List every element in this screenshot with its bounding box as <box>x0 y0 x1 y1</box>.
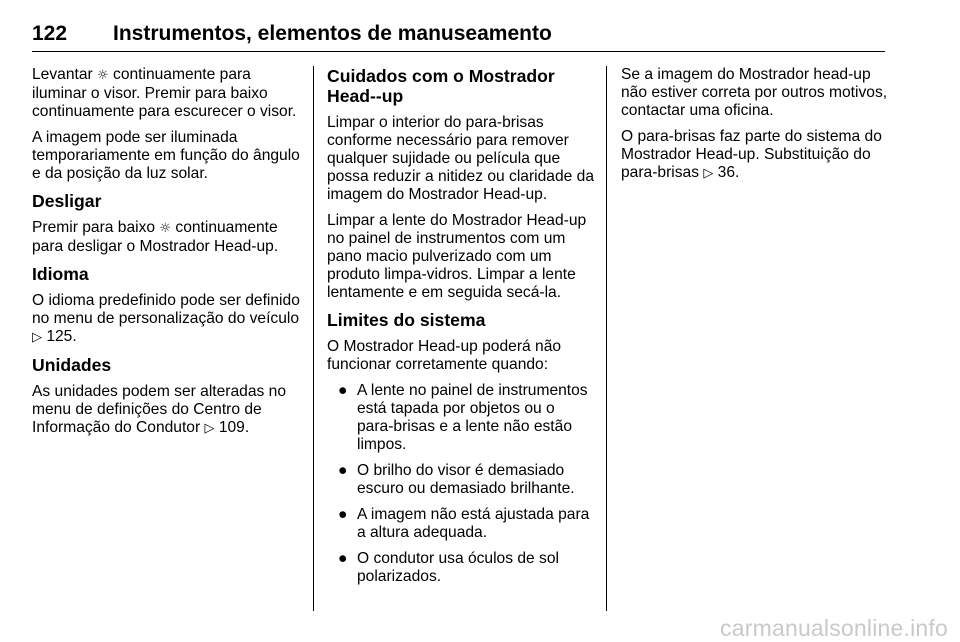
brightness-icon: ☼ <box>159 221 172 236</box>
watermark: carmanualsonline.info <box>720 615 948 641</box>
paragraph: Levantar ☼ continuamente para iluminar o visor. Premir para baixo continuamente para escurecer o visor. <box>32 66 297 120</box>
heading-idioma: Idioma <box>32 264 89 284</box>
page-title: Instrumentos, elementos de manuseamento <box>113 22 552 45</box>
paragraph: A imagem pode ser iluminada temporariamente em função do ângulo e da posição da luz solar. <box>32 129 300 182</box>
column-divider <box>606 66 607 611</box>
page-reference: 109. <box>214 419 250 436</box>
page-reference-arrow-icon: ▷ <box>32 330 42 345</box>
list-item: ● O brilho do visor é demasiado escuro ou demasiado brilhante. <box>338 462 575 497</box>
column-left <box>32 66 302 446</box>
column-right <box>621 66 889 191</box>
list-item: ● A lente no painel de instrumentos está tapada por objetos ou o para-brisas e a lente não estão limpos. <box>338 382 588 453</box>
column-middle <box>327 66 595 594</box>
page-reference: 125. <box>42 328 77 345</box>
paragraph: O Mostrador Head-up poderá não funcionar corretamente quando: <box>327 338 562 373</box>
bullet-icon: ● <box>338 506 348 523</box>
list-item: ● A imagem não está ajustada para a altura adequada. <box>338 506 590 541</box>
paragraph: O idioma predefinido pode ser definido no menu de personalização do veículo ▷ 125. <box>32 292 300 345</box>
page-reference: 36. <box>713 164 740 181</box>
page-number: 122 <box>32 22 68 45</box>
page-reference-arrow-icon: ▷ <box>703 166 714 181</box>
paragraph: Premir para baixo ☼ continuamente para desligar o Mostrador Head-up. <box>32 219 279 255</box>
column-divider <box>313 66 314 611</box>
brightness-icon: ☼ <box>97 68 109 83</box>
bullet-icon: ● <box>338 462 348 479</box>
header-divider <box>32 51 885 52</box>
heading-limites: Limites do sistema <box>327 310 486 330</box>
paragraph: O para-brisas faz parte do sistema do Mostrador Head-up. Substituição do para-brisas ▷ 36. <box>621 128 882 181</box>
paragraph: Se a imagem do Mostrador head-up não estiver correta por outros motivos, contactar uma oficina. <box>621 66 888 119</box>
list-item: ● O condutor usa óculos de sol polarizados. <box>338 550 559 585</box>
bullet-icon: ● <box>338 382 348 399</box>
paragraph: As unidades podem ser alteradas no menu de definições do Centro de Informação do Condutor ▷ 109. <box>32 383 286 436</box>
heading-cuidados: Cuidados com o Mostrador Head--up <box>327 66 555 106</box>
heading-desligar: Desligar <box>32 191 102 211</box>
page-header <box>32 22 885 52</box>
bullet-icon: ● <box>338 550 348 567</box>
heading-unidades: Unidades <box>32 355 112 375</box>
paragraph: Limpar a lente do Mostrador Head-up no painel de instrumentos com um pano macio pulverizado com um produto limpa-vidros. Limpar a lente lentamente e em seguida secá-la. <box>327 212 587 301</box>
page-reference-arrow-icon: ▷ <box>204 421 215 436</box>
paragraph: Limpar o interior do para-brisas conforme necessário para remover qualquer sujidade ou película que possa reduzir a nitidez ou claridade da imagem do Mostrador Head-up. <box>327 114 594 203</box>
bullet-list <box>327 382 595 586</box>
